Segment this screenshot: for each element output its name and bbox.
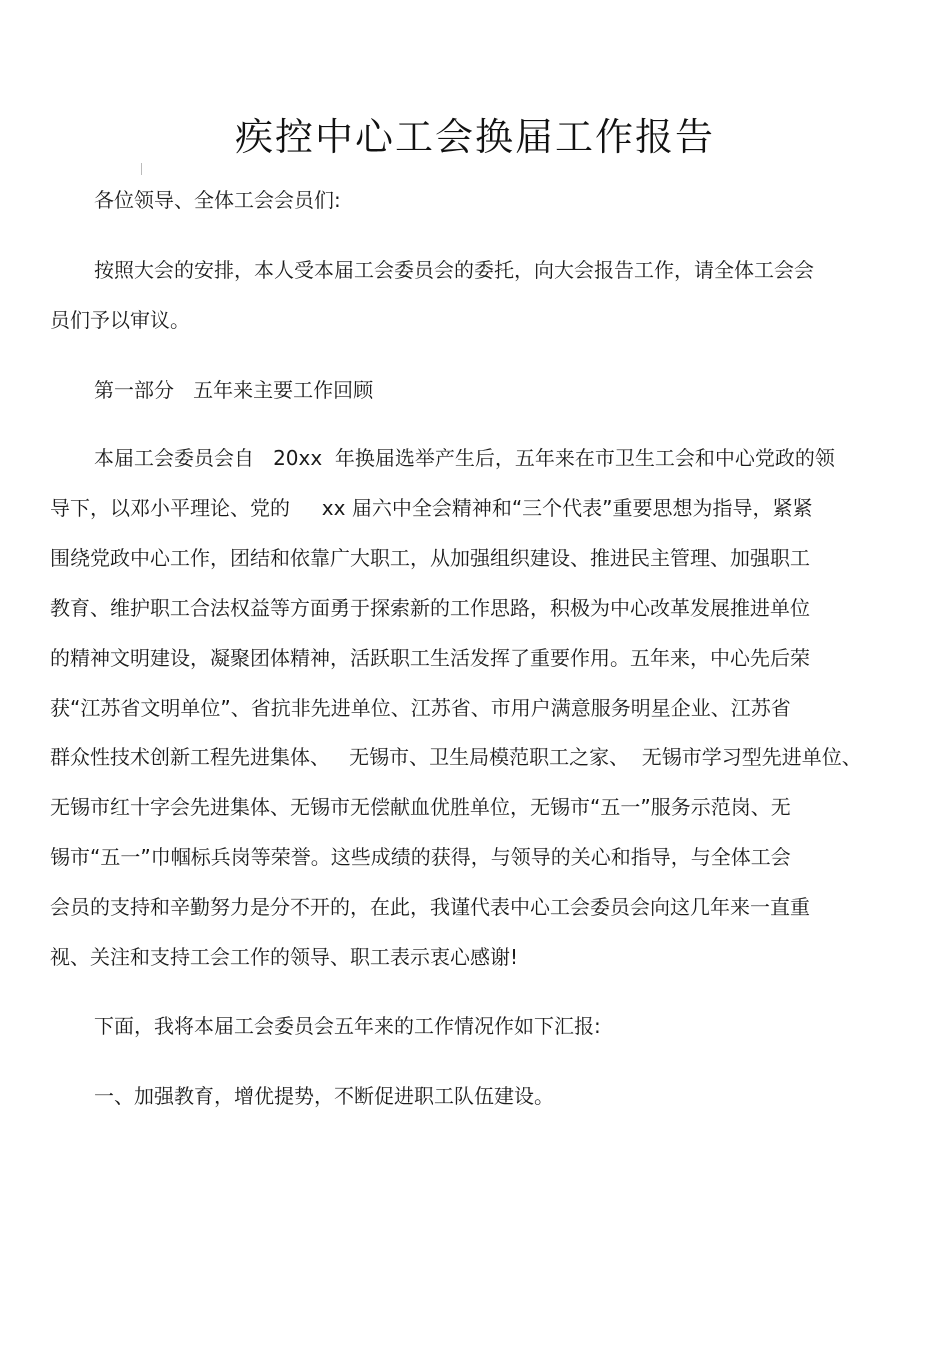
review-line-10: 会员的支持和辛勤努力是分不开的，在此，我谨代表中心工会委员会向这几年来一直重	[50, 895, 810, 919]
intro-line-1: 按照大会的安排，本人受本届工会委员会的委托，向大会报告工作，请全体工会会	[94, 258, 814, 282]
review-line-8: 无锡市红十字会先进集体、无锡市无偿献血优胜单位，无锡市“五一”服务示范岗、无	[50, 795, 791, 819]
greeting-line: 各位领导、全体工会会员们:	[94, 188, 341, 212]
review-line-4: 教育、维护职工合法权益等方面勇于探索新的工作思路，积极为中心改革发展推进单位	[50, 596, 810, 620]
review-line-2: 导下，以邓小平理论、党的 xx 届六中全会精神和“三个代表”重要思想为指导，紧紧	[50, 496, 813, 520]
document-title: 疾控中心工会换届工作报告	[234, 115, 715, 159]
review-line-11: 视、关注和支持工会工作的领导、职工表示衷心感谢!	[50, 945, 519, 969]
text-cursor-mark	[141, 163, 142, 175]
item-one-heading: 一、加强教育，增优提势，不断促进职工队伍建设。	[94, 1084, 554, 1108]
review-line-5: 的精神文明建设，凝聚团体精神，活跃职工生活发挥了重要作用。五年来，中心先后荣	[50, 646, 810, 670]
review-line-3: 围绕党政中心工作，团结和依靠广大职工，从加强组织建设、推进民主管理、加强职工	[50, 546, 810, 570]
review-line-7: 群众性技术创新工程先进集体、 无锡市、卫生局模范职工之家、 无锡市学习型先进单位、	[50, 745, 862, 769]
section-heading: 第一部分 五年来主要工作回顾	[94, 378, 374, 402]
intro-line-2: 员们予以审议。	[50, 308, 190, 332]
review-line-6: 获“江苏省文明单位”、省抗非先进单位、江苏省、市用户满意服务明星企业、江苏省	[50, 696, 791, 720]
review-line-9: 锡市“五一”巾帼标兵岗等荣誉。这些成绩的获得，与领导的关心和指导，与全体工会	[50, 845, 791, 869]
review-line-1: 本届工会委员会自 20xx 年换届选举产生后，五年来在市卫生工会和中心党政的领	[94, 446, 835, 470]
transition-line: 下面，我将本届工会委员会五年来的工作情况作如下汇报:	[94, 1014, 601, 1038]
